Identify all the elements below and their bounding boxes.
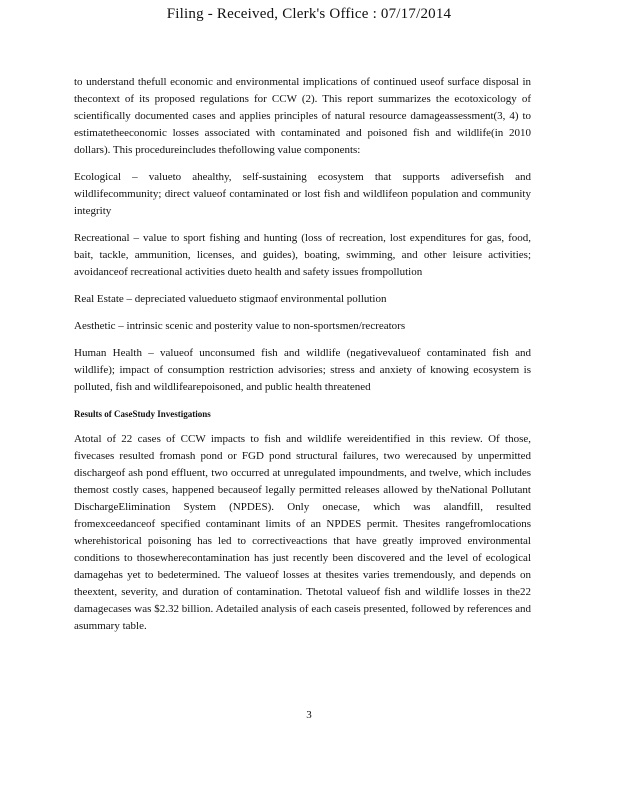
- results-section-heading: Results of CaseStudy Investigations: [74, 409, 211, 419]
- intro-paragraph: to understand thefull economic and environmental implications of continued useof surface disposal in thecontext of its proposed regulations for CCW (2). This report summarizes the ecotoxicology of scientifically documented cases and applies principles of natural resource damageassessment(3, 4) to estimatetheeconomic losses associated with contaminated and poisoned fish and wildlife(in 2010 dollars). This procedureincludes thefollowing value components:: [74, 76, 531, 156]
- human-health-paragraph: Human Health – valueof unconsumed fish and wildlife (negativevalueof contaminated fish and wildlife); impact of consumption restriction advisories; stress and anxiety of knowing ecosystem is polluted, fish and wildlifearepoisoned, and public health threatened: [74, 347, 531, 393]
- recreational-paragraph: Recreational – value to sport fishing and hunting (loss of recreation, lost expenditures for gas, food, bait, tackle, ammunition, licenses, and guides), boating, swimming, and other leisure activities; avoidanceof recreational activities dueto health and safety issues frompollution: [74, 232, 531, 278]
- real-estate-paragraph: Real Estate – depreciated valuedueto stigmaof environmental pollution: [74, 293, 387, 305]
- ecological-paragraph: Ecological – valueto ahealthy, self-sustaining ecosystem that supports adiversefish and wildlifecommunity; direct valueof contaminated or lost fish and wildlifeon population and community integrity: [74, 171, 531, 217]
- document-body: [74, 74, 531, 635]
- filing-stamp-header: Filing - Received, Clerk's Office : 07/17/2014: [166, 6, 452, 22]
- results-paragraph: Atotal of 22 cases of CCW impacts to fish and wildlife wereidentified in this review. Of those, fivecases resulted fromash pond or FGD pond structural failures, two werecaused by unpermitted dischargeof ash pond effluent, two occurred at unregulated impoundments, and twelve, which includes themost costly cases, happened becauseof legally permitted releases allowed by theNational Pollutant DischargeElimination System (NPDES). Only onecase, which was alandfill, resulted fromexceedanceof specified contaminant limits of an NPDES permit. Thesites rangefromlocations wherehistorical poisoning has led to correctiveactions that have greatly improved environmental conditions to thosewherecontamination has just recently been discovered and the level of ecological damagehas yet to bedetermined. The valueof losses at thesites varies tremendously, and depends on theextent, severity, and duration of contamination. Thetotal valueof fish and wildlife losses in the22 damagecases was $2.32 billion. Adetailed analysis of each caseis presented, followed by references and asummary table.: [74, 433, 531, 632]
- aesthetic-paragraph: Aesthetic – intrinsic scenic and posterity value to non-sportsmen/recreators: [74, 320, 406, 332]
- page-number: 3: [306, 709, 312, 721]
